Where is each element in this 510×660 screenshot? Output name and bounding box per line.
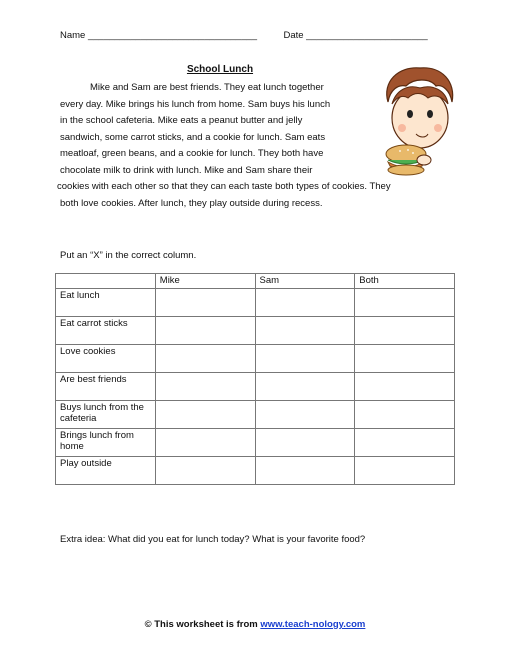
- boy-eating-sandwich-illustration: [380, 60, 460, 178]
- row-label: Brings lunch from home: [56, 429, 156, 457]
- answer-cell[interactable]: [355, 457, 455, 485]
- answer-cell[interactable]: [255, 373, 355, 401]
- answer-cell[interactable]: [155, 457, 255, 485]
- table-row: [56, 429, 455, 457]
- row-label: Buys lunch from the cafeteria: [56, 401, 156, 429]
- story-line: chocolate milk to drink with lunch. Mike and Sam share their: [60, 164, 313, 176]
- answer-cell[interactable]: [255, 345, 355, 373]
- footer-link[interactable]: www.teach-nology.com: [260, 619, 366, 630]
- answer-cell[interactable]: [255, 457, 355, 485]
- name-field[interactable]: Name ________________________________: [60, 30, 258, 41]
- answer-cell[interactable]: [355, 289, 455, 317]
- answer-table: [55, 273, 455, 485]
- answer-cell[interactable]: [355, 373, 455, 401]
- table-header-row: [56, 274, 455, 289]
- answer-cell[interactable]: [355, 401, 455, 429]
- answer-cell[interactable]: [155, 345, 255, 373]
- column-header-both: Both: [355, 274, 455, 289]
- date-field[interactable]: Date _______________________: [283, 30, 428, 41]
- footer-prefix: © This worksheet is from: [144, 619, 261, 630]
- row-label: Are best friends: [56, 373, 156, 401]
- answer-cell[interactable]: [155, 317, 255, 345]
- row-label: Play outside: [56, 457, 156, 485]
- answer-cell[interactable]: [355, 429, 455, 457]
- table-row: [56, 373, 455, 401]
- answer-cell[interactable]: [355, 345, 455, 373]
- table-row: [56, 457, 455, 485]
- column-header: [56, 274, 156, 289]
- answer-cell[interactable]: [255, 317, 355, 345]
- table-row: [56, 289, 455, 317]
- answer-cell[interactable]: [255, 429, 355, 457]
- instruction-text: Put an “X” in the correct column.: [60, 250, 197, 261]
- answer-cell[interactable]: [155, 429, 255, 457]
- table-row: [56, 401, 455, 429]
- answer-cell[interactable]: [155, 401, 255, 429]
- story-line: Mike and Sam are best friends. They eat lunch together: [90, 82, 324, 93]
- answer-cell[interactable]: [255, 289, 355, 317]
- header: [60, 30, 428, 41]
- extra-idea-text: Extra idea: What did you eat for lunch today? What is your favorite food?: [60, 534, 366, 545]
- story-line: both love cookies. After lunch, they play outside during recess.: [60, 197, 323, 209]
- answer-cell[interactable]: [155, 373, 255, 401]
- story-line: in the school cafeteria. Mike eats a peanut butter and jelly: [60, 115, 303, 126]
- story-line: meatloaf, green beans, and a cookie for lunch. They both have: [60, 148, 324, 159]
- row-label: Love cookies: [56, 345, 156, 373]
- row-label: Eat lunch: [56, 289, 156, 317]
- answer-cell[interactable]: [355, 317, 455, 345]
- story-line: every day. Mike brings his lunch from home. Sam buys his lunch: [60, 98, 331, 110]
- table-row: [56, 317, 455, 345]
- answer-cell[interactable]: [255, 401, 355, 429]
- row-label: Eat carrot sticks: [56, 317, 156, 345]
- column-header-mike: Mike: [155, 274, 255, 289]
- answer-cell[interactable]: [155, 289, 255, 317]
- story-line: sandwich, some carrot sticks, and a cookie for lunch. Sam eats: [60, 131, 326, 143]
- story-line: cookies with each other so that they can each taste both types of cookies. They: [57, 181, 391, 192]
- table-row: [56, 345, 455, 373]
- page-title: School Lunch: [186, 64, 254, 75]
- column-header-sam: Sam: [255, 274, 355, 289]
- footer: [0, 619, 510, 630]
